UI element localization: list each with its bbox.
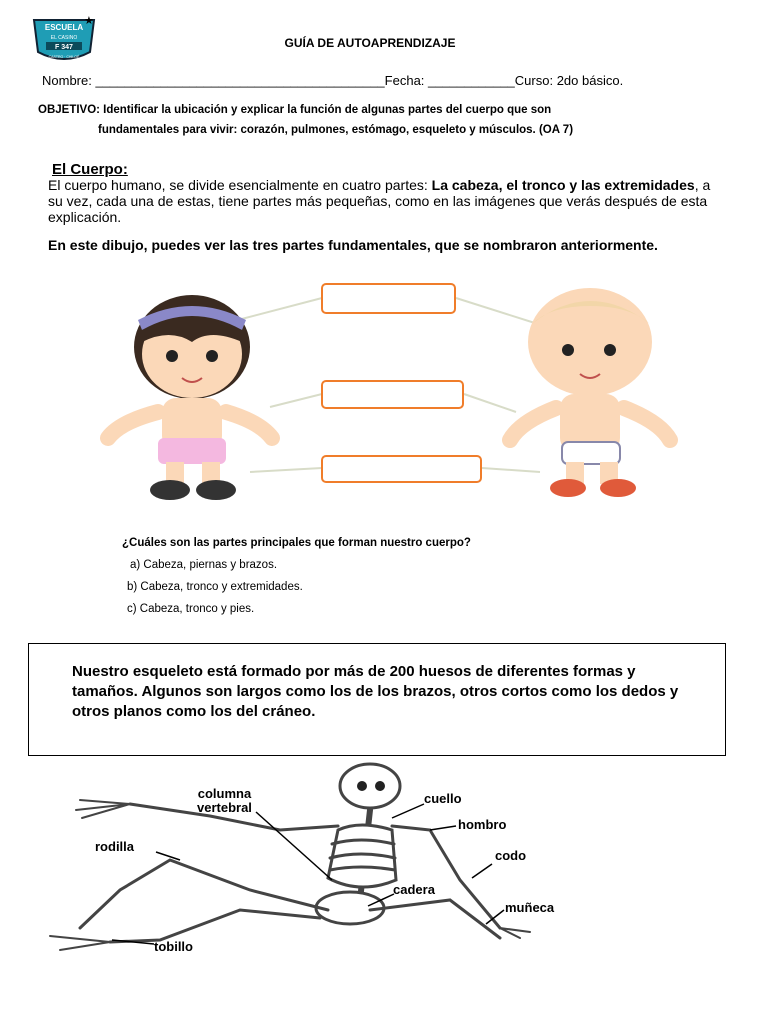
intro-text-bold: La cabeza, el tronco y las extremidades <box>431 177 695 193</box>
page-title: GUÍA DE AUTOAPRENDIZAJE <box>284 36 456 50</box>
intro-text-start: El cuerpo humano, se divide esencialmente en cuatro partes: <box>48 177 432 193</box>
label-columna-vertebral: columna vertebral <box>197 786 252 815</box>
label-muneca: muñeca <box>505 900 555 915</box>
objective-line-1: OBJETIVO: Identificar la ubicación y explicar la función de algunas partes del cuerpo que son <box>38 104 552 116</box>
label-arrows <box>112 804 507 944</box>
badge-number-text: F 347 <box>55 44 73 51</box>
quiz-option-a[interactable]: a) Cabeza, piernas y brazos. <box>130 559 278 571</box>
intro-paragraph <box>48 177 728 225</box>
label-hombro: hombro <box>458 817 507 832</box>
boy-drawing <box>510 288 670 497</box>
intro-text-end: , a su vez, cada una de estas, tiene partes más pequeñas, como en las imágenes que verás después de esta explicación. <box>48 177 711 225</box>
section-title: El Cuerpo: <box>52 161 128 178</box>
answer-box-head[interactable] <box>321 283 456 314</box>
label-cuello: cuello <box>424 791 462 806</box>
girl-drawing <box>108 295 272 500</box>
date-field-label: Fecha: ____________ <box>384 73 515 88</box>
objective-line-2: fundamentales para vivir: corazón, pulmones, estómago, esqueleto y músculos. (OA 7) <box>98 124 574 136</box>
label-cadera: cadera <box>393 882 435 897</box>
label-rodilla: rodilla <box>95 839 135 854</box>
quiz-option-b[interactable]: b) Cabeza, tronco y extremidades. <box>127 581 303 593</box>
answer-box-limbs[interactable] <box>321 455 482 483</box>
badge-top-text: ESCUELA <box>44 23 84 32</box>
drawing-explanation: En este dibujo, puedes ver las tres partes fundamentales, que se nombraron anteriormente. <box>48 237 658 253</box>
course-field-label: Curso: 2do básico. <box>514 73 624 88</box>
answer-box-trunk[interactable] <box>321 380 464 409</box>
quiz-option-c[interactable]: c) Cabeza, tronco y pies. <box>127 603 255 615</box>
star-icon: ★ <box>84 15 94 27</box>
badge-bottom-text: CASTRO · CHILOÉ <box>48 55 80 59</box>
student-info-line <box>42 73 623 88</box>
skeleton-info-text: Nuestro esqueleto está formado por más de 200 huesos de diferentes formas y tamaños. Algunos son largos como los de los brazos, otros cortos como los dedos y otros planos como los del cráneo. <box>72 663 679 720</box>
label-codo: codo <box>495 848 527 863</box>
badge-middle-text: EL CASINO <box>50 35 78 41</box>
label-tobillo: tobillo <box>154 939 193 954</box>
skeleton-illustration <box>20 760 740 960</box>
name-field-label: Nombre: ________________________________________ <box>42 73 385 88</box>
quiz-question: ¿Cuáles son las partes principales que forman nuestro cuerpo? <box>122 537 471 549</box>
